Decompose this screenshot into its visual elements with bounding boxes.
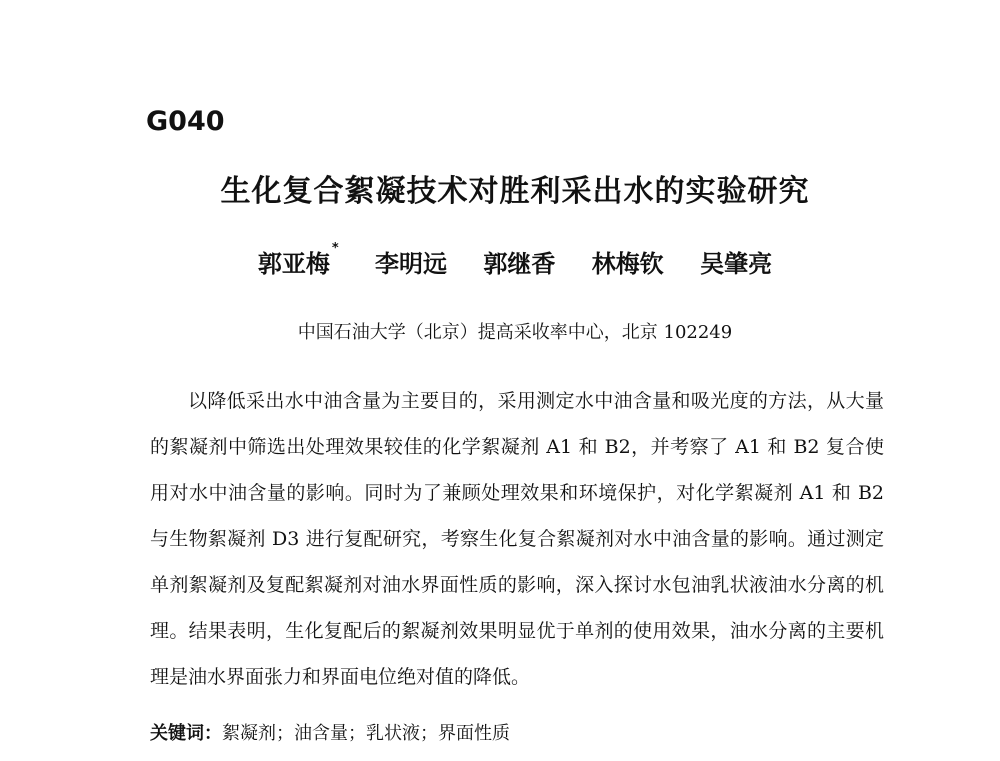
author-name: 吴肇亮 xyxy=(700,250,773,278)
keywords xyxy=(150,719,510,745)
affiliation: 中国石油大学（北京）提高采收率中心，北京 102249 xyxy=(297,322,733,343)
author-5 xyxy=(700,244,772,279)
author-2 xyxy=(375,244,447,279)
author-name: 郭继香 xyxy=(483,250,556,278)
author-name: 林梅钦 xyxy=(591,250,664,278)
paper-title: 生化复合絮凝技术对胜利采出水的实验研究 xyxy=(220,174,810,209)
keywords-label: 关键词： xyxy=(150,723,222,744)
document-code: G040 xyxy=(146,106,225,137)
keywords-value: 絮凝剂；油含量；乳状液；界面性质 xyxy=(222,723,510,744)
author-name: 郭亚梅 xyxy=(257,250,330,278)
author-list xyxy=(0,241,1000,279)
author-4 xyxy=(592,244,664,279)
author-3 xyxy=(483,244,555,279)
author-1 xyxy=(257,241,339,279)
abstract-text: 以降低采出水中油含量为主要目的，采用测定水中油含量和吸光度的方法，从大量的絮凝剂中筛选出处理效果较佳的化学絮凝剂 A1 和 B2，并考察了 A1 和 B2 复合使用对水中油含量的影响。同时为了兼顾处理效果和环境保护，对化学絮凝剂 A1 和 B2 与生物絮凝剂 D3 进行复配研究，考察生化复合絮凝剂对水中油含量的影响。通过测定单剂絮凝剂及复配絮凝剂对油水界面性质的影响，深入探讨水包油乳状液油水分离的机理。结果表明，生化复配后的絮凝剂效果明显优于单剂的使用效果，油水分离的主要机理是油水界面张力和界面电位绝对值的降低。 xyxy=(150,390,884,688)
author-name: 李明远 xyxy=(375,250,448,278)
corresponding-author-mark: * xyxy=(331,241,339,256)
